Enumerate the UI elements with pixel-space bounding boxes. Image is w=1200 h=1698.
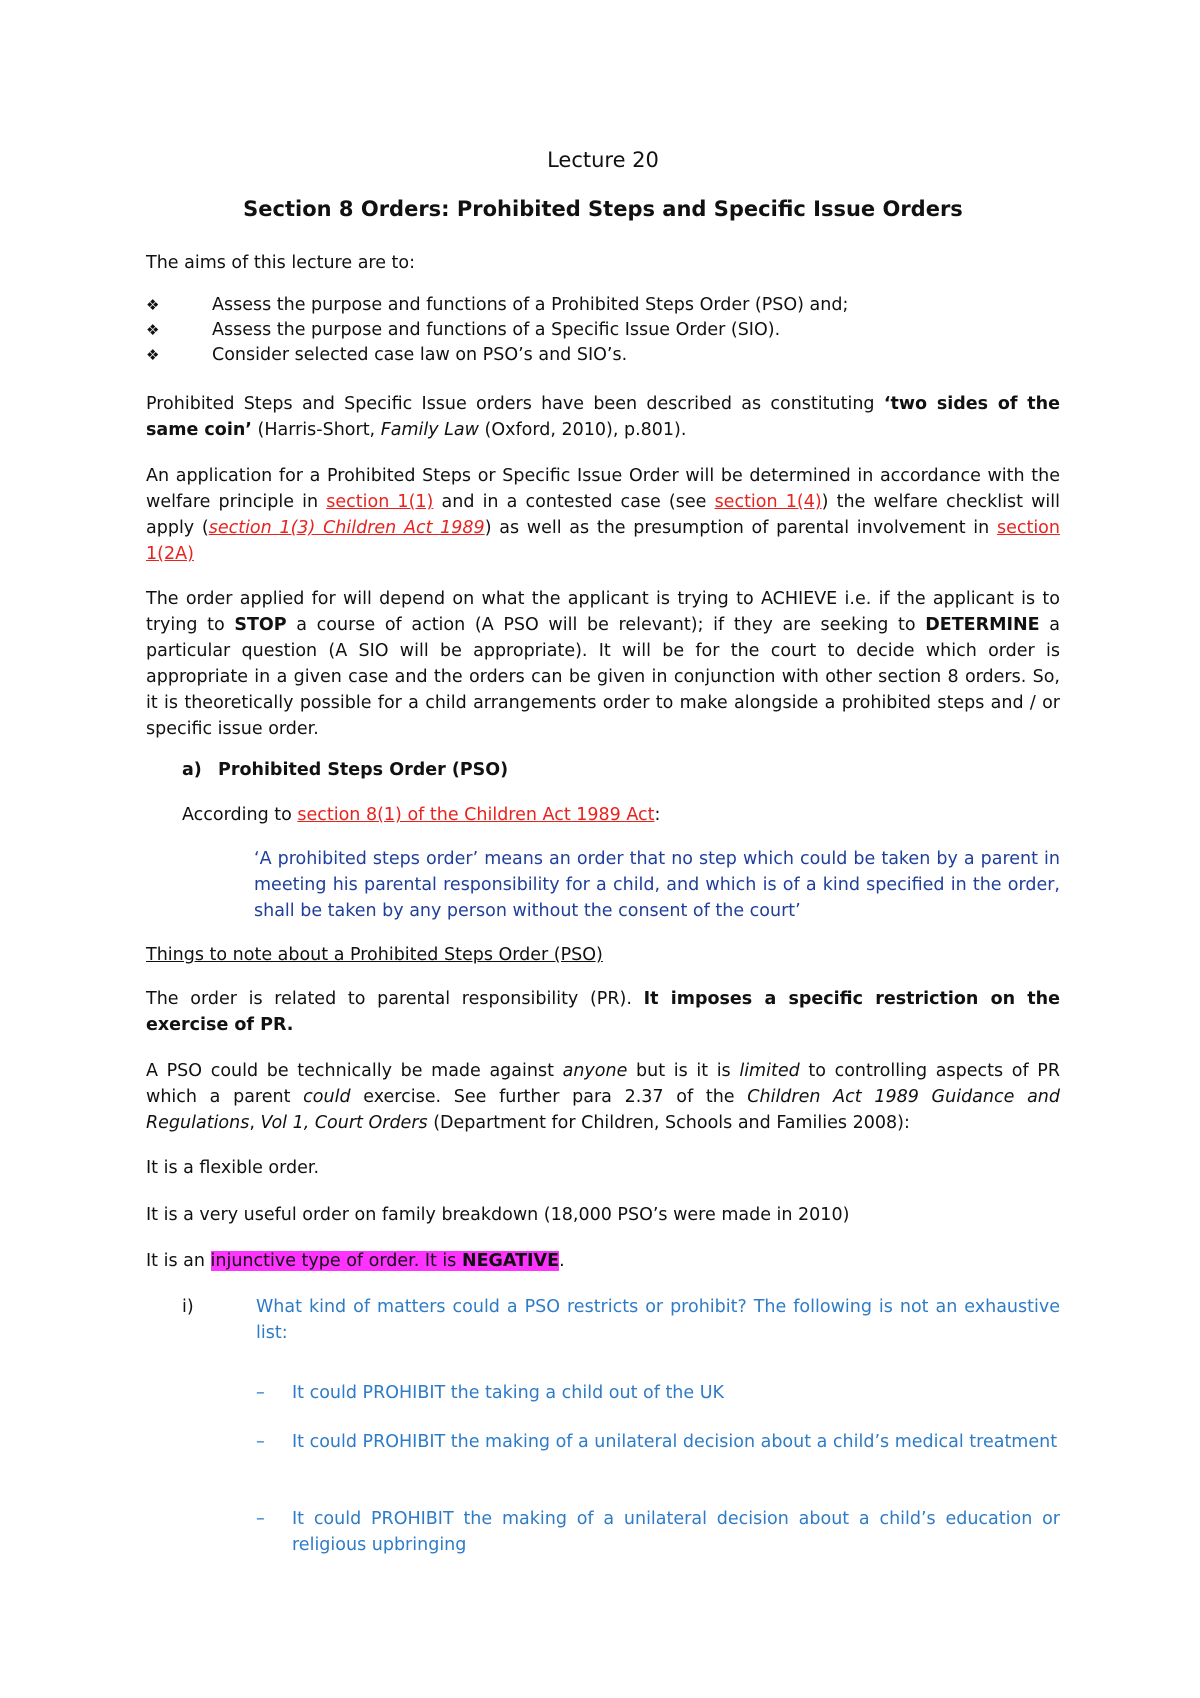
dash-bullet-icon: – <box>256 1383 265 1403</box>
para-anyone: A PSO could be technically be made against anyone but is it is limited to controlling aspects of PR which a parent could exercise. See further para 2.37 of the Children Act 1989 Guidance and Regulations, Vol 1, Court Orders (Department for Children, Schools and Families 2008): <box>146 1061 1061 1133</box>
para-welfare: An application for a Prohibited Steps or Specific Issue Order will be determined in accordance with the welfare principle in section 1(1) and in a contested case (see section 1(4)) the welfare checklist will apply (section 1(3) Children Act 1989) as well as the presumption of parental involvement in section 1(2A) <box>146 466 1061 564</box>
aims-list <box>146 293 1060 368</box>
dash-bullet-icon: – <box>256 1509 265 1529</box>
diamond-bullet-icon: ❖ <box>146 296 160 314</box>
list-item: It could PROHIBIT the making of a unilateral decision about a child’s education or religious upbringing <box>292 1509 1060 1555</box>
aims-list-item: ❖ Assess the purpose and functions of a Specific Issue Order (SIO). <box>146 318 1060 343</box>
link-section-1-4[interactable]: section 1(4) <box>714 492 822 512</box>
para-useful: It is a very useful order on family breakdown (18,000 PSO’s were made in 2010) <box>146 1205 850 1225</box>
link-section-1-2a[interactable]: section 1(2A) <box>146 518 1060 564</box>
lecture-subtitle: Section 8 Orders: Prohibited Steps and Specific Issue Orders <box>243 197 963 221</box>
aims-list-item: ❖ Assess the purpose and functions of a Prohibited Steps Order (PSO) and; <box>146 293 1060 318</box>
link-section-1-1[interactable]: section 1(1) <box>326 492 434 512</box>
highlighted-text: injunctive type of order. It is NEGATIVE <box>210 1251 560 1271</box>
pso-definition-quote: ‘A prohibited steps order’ means an order that no step which could be taken by a parent in meeting his parental responsibility for a child, and which is of a kind specified in the order, shall be taken by any person without the consent of the court’ <box>254 849 1060 921</box>
diamond-bullet-icon: ❖ <box>146 321 160 339</box>
link-section-8-1[interactable]: section 8(1) of the Children Act 1989 Act <box>297 805 655 825</box>
sub-i-question: What kind of matters could a PSO restricts or prohibit? The following is not an exhaustive list: <box>256 1297 1060 1343</box>
lecture-title: Lecture 20 <box>547 148 659 172</box>
dash-bullet-icon: – <box>256 1432 265 1452</box>
things-to-note-heading: Things to note about a Prohibited Steps Order (PSO) <box>146 945 603 965</box>
diamond-bullet-icon: ❖ <box>146 346 160 364</box>
list-item: It could PROHIBIT the making of a unilateral decision about a child’s medical treatment <box>292 1432 1058 1452</box>
para-pr: The order is related to parental responsibility (PR). It imposes a specific restriction on the exercise of PR. <box>146 989 1060 1035</box>
section-a-heading: Prohibited Steps Order (PSO) <box>218 760 509 780</box>
para-injunctive: It is an injunctive type of order. It is NEGATIVE. <box>146 1251 565 1271</box>
list-item: It could PROHIBIT the taking a child out of the UK <box>292 1383 725 1403</box>
sub-i-marker: i) <box>182 1297 194 1317</box>
link-section-1-3[interactable]: section 1(3) Children Act 1989 <box>208 518 485 538</box>
according-to: According to section 8(1) of the Children Act 1989 Act: <box>182 805 661 825</box>
para-order-applied: The order applied for will depend on what the applicant is trying to ACHIEVE i.e. if the applicant is to trying to STOP a course of action (A PSO will be relevant); if they are seeking to DETERMINE a particular question (A SIO will be appropriate). It will be for the court to decide which order is appropriate in a given case and the orders can be given in conjunction with other section 8 orders. So, it is theoretically possible for a child arrangements order to make alongside a prohibited steps and / or specific issue order. <box>146 589 1061 739</box>
aims-intro: The aims of this lecture are to: <box>146 253 416 273</box>
para-two-sides: Prohibited Steps and Specific Issue orders have been described as constituting ‘two sides of the same coin’ (Harris-Short, Family Law (Oxford, 2010), p.801). <box>146 394 1060 440</box>
para-flexible: It is a flexible order. <box>146 1158 320 1178</box>
section-a-marker: a) <box>182 760 202 780</box>
aims-list-item: ❖ Consider selected case law on PSO’s and SIO’s. <box>146 343 1060 368</box>
